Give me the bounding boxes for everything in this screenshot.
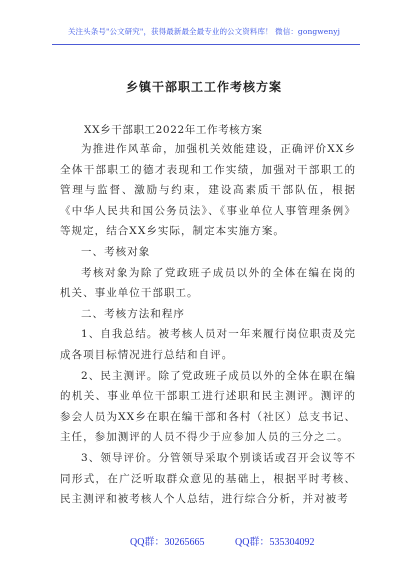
heading-method-procedure: 二、考核方法和程序 <box>81 307 185 320</box>
document-subtitle: XX乡干部职工2022年工作考核方案 <box>84 124 263 136</box>
header-promo-banner: 关注头条号"公文研究"，获得最新最全最专业的公文资料库！ 微信：gongwenyj <box>67 27 341 36</box>
paragraph-intro: 为推进作风革命，加强机关效能建设，正确评价XX乡全体干部职工的德才表现和工作实绩，加强对干部职工的管理与监督、激励与约束，建设高素质干部队伍，根据《中华人民共和国公务员法》、《事业单位人事管理条例》等规定，结合XX乡实际，制定本实施方案。 <box>60 143 356 238</box>
paragraph-assessment-target: 考核对象为除了党政班子成员以外的全体在编在岗的机关、事业单位干部职工。 <box>60 266 356 300</box>
qq-group-left: QQ群：30265665 <box>130 537 205 548</box>
paragraph-self-summary: 1、自我总结。被考核人员对一年来履行岗位职责及完成各项目标情况进行总结和自评。 <box>60 328 356 361</box>
paragraph-democratic-evaluation: 2、民主测评。除了党政班子成员以外的全体在职在编的机关、事业单位干部职工进行述职和民主测评。测评的参会人员为XX乡在职在编干部和各村（社区）总支书记、主任，参加测评的人员不得少于应参加人员的三分之二。 <box>60 369 356 444</box>
document-body <box>60 139 356 510</box>
header-divider <box>52 44 360 45</box>
paragraph-leader-evaluation: 3、领导评价。分管领导采取个别谈话或召开会议等不同形式，在广泛听取群众意见的基础上，根据平时考核、民主测评和被考核人个人总结，进行综合分析，并对被考 <box>60 451 356 506</box>
heading-assessment-target: 一、考核对象 <box>81 245 151 258</box>
document-title: 乡镇干部职工工作考核方案 <box>125 80 282 94</box>
footer-contact <box>0 533 408 547</box>
qq-group-right: QQ群：535304092 <box>235 537 315 548</box>
